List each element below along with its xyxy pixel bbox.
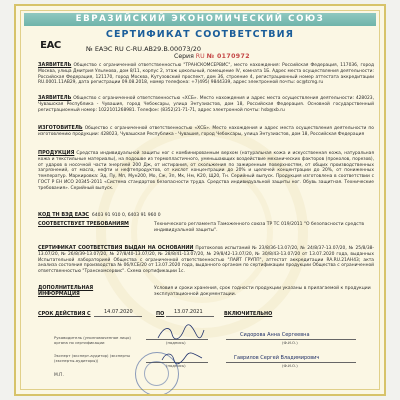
- manufacturer-text: Общество с ограниченной ответственностью «ХСБ». Место нахождения и адрес места осуществления деятельности по изготовлению продукции: 428023, Чувашская Республика - Чувашия, город Чебоксары, улица Энтузиастов, дом 18, Российская Федерация: [38, 126, 374, 137]
- series-label: Серия: [174, 53, 194, 60]
- tnved-code-row: [38, 213, 161, 219]
- product-section: [38, 151, 374, 192]
- validity-from-date: 14.07.2020: [104, 309, 133, 315]
- series-number: [174, 53, 250, 60]
- expert-name-caption: (Ф.И.О.): [282, 363, 298, 368]
- manufacturer-section: [38, 126, 374, 138]
- head-name-caption: (Ф.И.О.): [282, 340, 298, 345]
- official-seal-stamp: [135, 352, 179, 396]
- basis-label: СЕРТИФИКАТ СООТВЕТСТВИЯ ВЫДАН НА ОСНОВАНИИ: [38, 245, 194, 251]
- basis-text: Протоколов испытаний № 2З/8/36-13.07/20, № 24/8/37-13.07/20, № 25/8/38-13.07/20, № 26/8/39-13.07/20, № 27/8/40-13.07/20, № 28/8/41-13.07/20, № 29/8/42-13.07/20, № 30/8/43-13.07/20 от 13.07.2020 года, выданных Испытательной лабораторией Общества с ограниченной ответственностью "ЛАЙТ ГРУПП", аттестат аккредитации RA.RU.21АН43; акта анализа состояния производства № 06/ХСБ/20 от 13.07.2020 года, выданного органом по сертификации продукции Общества с ограниченной ответственностью "Транскомсервис". Схема сертификации 1с.: [38, 246, 375, 275]
- extra-info-label: ДОПОЛНИТЕЛЬНАЯ ИНФОРМАЦИЯ: [38, 285, 94, 297]
- applicant-text: Общество с ограниченной ответственностью "ТРАНСКОМСЕРВИС", место нахождения: Российская Федерация, 117036, город Москва, улица Дмитрия Ульянова, дом 8/11, корпус 2, этаж цокольный, помещение IV, комната 1Б. Адрес места осуществления деятельности: Российская Федерация, 121170, город Москва, Кутузовский проспект, дом 36, строение 4, регистрационный номер аттестата аккредитации RU.0001.11АВ29, дата регистрации 09.08.2018, номер телефона: +7(495) 9844339, адрес электронной почты: oc@tcmg.ru: [38, 63, 374, 86]
- product-text: Средства индивидуальной защиты ног с комбинированным верхом (натуральная кожа и искусственная кожа, натуральная кожа и текстильные материалы), на подошве из термопластичного, уменьшающих воздействие механических факторов (проколов, порезов), от ударов в носочной части энергией 200 Дж, от истирания, от скольжения по зажиренным поверхностям, от общих производственных загрязнений, от масла, нефти и нефтепродуктов, от кислот концентрации до 20% и щелочей концентрации до 20%, от пониженных температур. Маркировка: Эд, Пу, Мп, Мун200, Мо, Сж, Зп, Мк, Нм, К20, Щ20, Тн. Серийный выпуск. Продукция изготовлена в соответствии с ГОСТ Р ЕН ИСО 20345-2011 «Система стандартов безопасности труда. Средства индивидуальной защиты ног. Обувь защитная. Технические требования». Серийный выпуск.: [38, 151, 374, 191]
- expert-name: Гаврилов Сергей Владимирович: [234, 355, 320, 361]
- eac-mark-icon: EAC: [40, 40, 61, 51]
- certificate-sheet: [14, 4, 386, 396]
- product-label: ПРОДУКЦИЯ: [38, 150, 75, 156]
- basis-section: [38, 246, 374, 275]
- registration-number: № ЕАЭС RU C-RU.АВ29.В.00073/20: [86, 45, 201, 53]
- head-name: Сидорова Анна Сергеевна: [240, 332, 310, 338]
- compliance-label: СООТВЕТСТВУЕТ ТРЕБОВАНИЯМ: [38, 221, 129, 227]
- series-number-value: № 0170972: [206, 53, 250, 60]
- applicant-label: ЗАЯВИТЕЛЬ: [38, 62, 72, 68]
- certificate-title: СЕРТИФИКАТ СООТВЕТСТВИЯ: [105, 29, 295, 40]
- head-signature-caption: Руководитель (уполномоченное лицо) органа по сертификации: [54, 335, 131, 345]
- tnved-label: КОД ТН ВЭД ЕАЭС: [38, 212, 90, 218]
- applicant-2-section: [38, 96, 374, 113]
- manufacturer-label: ИЗГОТОВИТЕЛЬ: [38, 125, 83, 131]
- applicant-2-text: Общество с ограниченной ответственностью «ХСБ». Место нахождения и адрес места осуществления деятельности: 428023, Чувашская Республика - Чувашия, город Чебоксары, улица Энтузиастов, дом 18, Российская Федерация. Основной государственный регистрационный номер: 1022101268981. Телефон: (8352)21-71-71, адрес электронной почты: hsb@xb.ru: [38, 96, 374, 113]
- validity-to-line: [166, 316, 214, 317]
- expert-sign-caption: (подпись): [166, 363, 186, 368]
- official-seal-inner: [144, 361, 169, 386]
- validity-to-label: ПО: [156, 311, 165, 317]
- validity-to-date: 13.07.2021: [174, 309, 203, 315]
- expert-signature-caption: Эксперт (эксперт-аудитор) (эксперты (эксперты-аудиторы)): [54, 353, 131, 363]
- head-sign-caption: (подпись): [166, 340, 186, 345]
- mp-label: М.П.: [54, 373, 64, 378]
- compliance-text: Технического регламента Таможенного союза ТР ТС 019/2011 "О безопасности средств индивидуальной защиты".: [154, 222, 364, 233]
- tnved-value: 6403 91 910 0, 6403 91 960 0: [91, 213, 161, 218]
- applicant-2-label: ЗАЯВИТЕЛЬ: [38, 95, 72, 101]
- validity-from-line: [94, 316, 142, 317]
- union-header: ЕВРАЗИЙСКИЙ ЭКОНОМИЧЕСКИЙ СОЮЗ: [24, 13, 376, 26]
- validity-inclusive-label: ВКЛЮЧИТЕЛЬНО: [224, 311, 273, 317]
- validity-from-label: СРОК ДЕЙСТВИЯ С: [38, 311, 91, 317]
- applicant-section: [38, 63, 374, 86]
- series-code: RU: [195, 53, 205, 60]
- extra-info-text: Условия и сроки хранения, срок годности продукции указаны в прилагаемой к продукции эксплуатационной документации.: [154, 286, 371, 297]
